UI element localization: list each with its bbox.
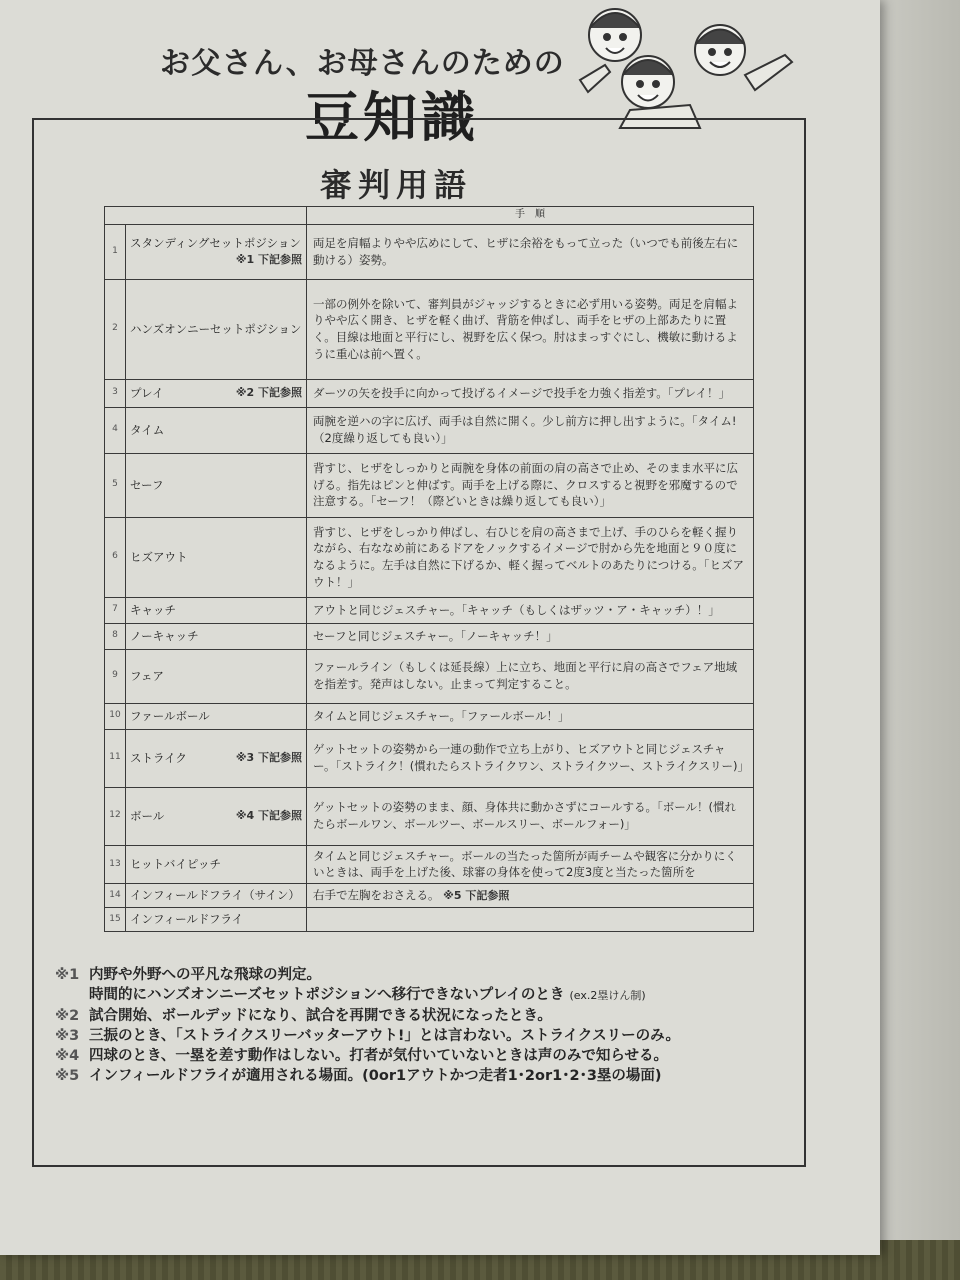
row-term: キャッチ [126,597,307,623]
table-row [105,453,754,517]
footnote-text: 試合開始、ボールデッドになり、試合を再開できる状況になったとき。 [89,1008,552,1024]
child-face-left [589,9,641,61]
row-term-cell [126,379,307,407]
table-row [105,379,754,407]
row-procedure: 一部の例外を除いて、審判員がジャッジするときに必ず用いる姿勢。両足を肩幅よりやや広く開き、ヒザを軽く曲げ、背筋を伸ばし、両手をヒザの上部あたりに置く。目線は地面と平行にし、視野を広く保つ。肘はまっすぐにし、機敏に動けるように重心は前へ置く。 [307,279,754,379]
row-procedure: 背すじ、ヒザをしっかりと両腕を身体の前面の肩の高さで止め、そのまま水平に広げる。指先はピンと伸ばす。両手を上げる際に、クロスすると視野を邪魔するので注意する。「セーフ！（際どいときは繰り返しても良い）」 [307,453,754,517]
footnote [55,1066,795,1086]
footnote [55,965,795,985]
footnote [55,1046,795,1066]
row-term: タイム [126,407,307,453]
row-term: プレイ [130,385,164,400]
row-number: 13 [105,845,126,883]
table-row [105,845,754,883]
footnote-example: (ex.2塁けん制) [569,989,646,1002]
footnote-text: 四球のとき、一塁を差す動作はしない。打者が気付いていないときは声のみで知らせる。 [89,1048,668,1064]
table-row [105,224,754,279]
table-row [105,597,754,623]
row-procedure-cell [307,883,754,907]
row-note-ref: ※5 下記参照 [443,888,510,902]
table-row [105,703,754,729]
table-row [105,279,754,379]
row-term: フェア [126,649,307,703]
row-number: 14 [105,883,126,907]
row-term: ボール [130,808,165,823]
row-number: 11 [105,729,126,787]
footnote-text-wrap [89,985,646,1006]
row-term: ハンズオンニーセットポジション [126,279,307,379]
table-row [105,883,754,907]
row-number: 12 [105,787,126,845]
row-procedure: アウトと同じジェスチャー。「キャッチ（もしくはザッツ・ア・キャッチ）！」 [307,597,754,623]
row-note-ref: ※1 下記参照 [235,252,302,266]
row-number: 8 [105,623,126,649]
table-row [105,623,754,649]
footnote [55,1026,795,1046]
row-procedure: ダーツの矢を投手に向かって投げるイメージで投手を力強く指差す。「プレイ！」 [307,379,754,407]
row-number: 9 [105,649,126,703]
footnote-text: 時間的にハンズオンニーズセットポジションへ移行できないプレイのとき [89,987,565,1003]
row-number: 7 [105,597,126,623]
footnote-text: インフィールドフライが適用される場面。(0or1アウトかつ走者1･2or1･2･3塁の場面) [89,1068,662,1084]
row-term: インフィールドフライ（サイン） [126,883,307,907]
umpire-terms-table [104,206,754,932]
row-procedure: ゲットセットの姿勢から一連の動作で立ち上がり、ヒズアウトと同じジェスチャー。「ストライク！(慣れたらストライクワン、ストライクツー、ストライクスリー)」 [307,729,754,787]
table-header-procedure: 手 順 [307,207,754,225]
page-subtitle: お父さん、お母さんのための [160,46,565,81]
children-illustration [570,0,810,130]
footnote-mark: ※1 [55,967,80,983]
footnote-mark: ※4 [55,1048,80,1064]
row-term: ヒットバイピッチ [126,845,307,883]
row-number: 3 [105,379,126,407]
page-title: 豆知識 [305,86,479,149]
footnote-mark: ※3 [55,1028,80,1044]
footnote [55,985,795,1006]
table-row [105,517,754,597]
row-number: 10 [105,703,126,729]
row-procedure: 両足を肩幅よりやや広めにして、ヒザに余裕をもって立った（いつでも前後左右に動ける）姿勢。 [307,224,754,279]
table-row [105,907,754,931]
row-note-ref: ※2 下記参照 [235,386,302,400]
row-procedure: タイムと同じジェスチャー。ボールの当たった箇所が両チームや観客に分かりにくいときは、両手を上げた後、球審の身体を使って2度3度と当たった箇所を [307,845,754,883]
section-title: 審判用語 [320,166,473,204]
table-header-row [105,207,754,225]
row-term: ファールボール [126,703,307,729]
row-procedure [307,907,754,931]
row-term: スタンディングセットポジション [130,236,301,251]
row-term: セーフ [126,453,307,517]
table-header-term [105,207,307,225]
row-procedure: セーフと同じジェスチャー。「ノーキャッチ！」 [307,623,754,649]
row-number: 4 [105,407,126,453]
footnote [55,1006,795,1026]
row-term-cell [126,787,307,845]
footnotes [55,965,795,1086]
footnote-mark: ※5 [55,1068,80,1084]
row-procedure: ファールライン（もしくは延長線）上に立ち、地面と平行に肩の高さでフェア地域を指差す。発声はしない。止まって判定すること。 [307,649,754,703]
footnote-mark: ※2 [55,1008,80,1024]
row-note-ref: ※4 下記参照 [235,809,302,823]
row-number: 1 [105,224,126,279]
row-number: 5 [105,453,126,517]
row-term-cell [126,224,307,279]
table-row [105,649,754,703]
table-row [105,407,754,453]
row-term-cell [126,729,307,787]
child-face-center [622,56,674,108]
row-number: 2 [105,279,126,379]
footnote-mark [55,985,89,1006]
table-row [105,729,754,787]
row-term: ストライク [130,750,187,765]
row-term: ヒズアウト [126,517,307,597]
row-procedure: 右手で左胸をおさえる。 [313,887,440,902]
table-row [105,787,754,845]
child-face-right [695,25,745,75]
row-number: 15 [105,907,126,931]
row-note-ref: ※3 下記参照 [235,751,302,765]
next-page-edge [880,0,960,1240]
row-procedure: 両腕を逆ハの字に広げ、両手は自然に開く。少し前方に押し出すように。「タイム!（2度繰り返しても良い）」 [307,407,754,453]
row-term: インフィールドフライ [126,907,307,931]
row-procedure: タイムと同じジェスチャー。「ファールボール！」 [307,703,754,729]
footnote-text: 内野や外野への平凡な飛球の判定。 [89,967,321,983]
row-term: ノーキャッチ [126,623,307,649]
row-procedure: ゲットセットの姿勢のまま、顔、身体共に動かさずにコールする。「ボール！(慣れたらボールワン、ボールツー、ボールスリー、ボールフォー)」 [307,787,754,845]
row-procedure: 背すじ、ヒザをしっかり伸ばし、右ひじを肩の高さまで上げ、手のひらを軽く握りながら、右ななめ前にあるドアをノックするイメージで肘から先を地面と９０度になるように。左手は自然に下げるか、軽く握ってベルトのあたりにつける。「ヒズアウト！」 [307,517,754,597]
footnote-text: 三振のとき、「ストライクスリーバッターアウト!」とは言わない。ストライクスリーのみ。 [89,1028,680,1044]
row-number: 6 [105,517,126,597]
